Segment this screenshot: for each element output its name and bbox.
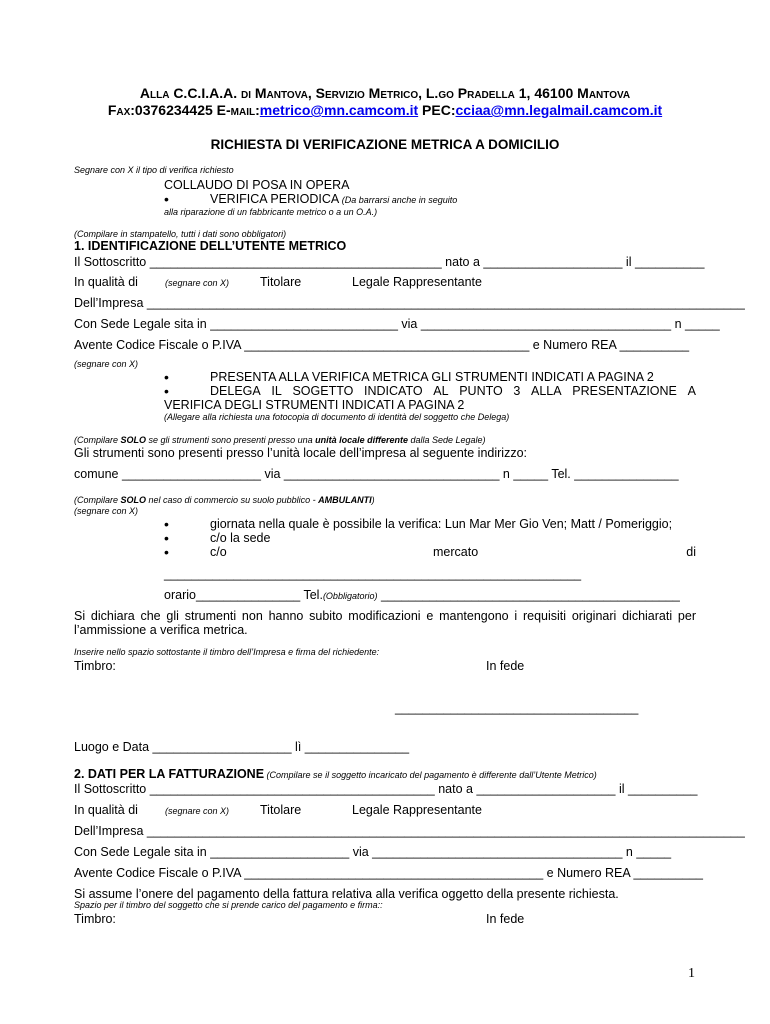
delega-w3: SOGETTO	[292, 384, 354, 398]
delega-w8: ALLA	[531, 384, 562, 398]
impresa2-field[interactable]: Dell’Impresa ______________________________________________________________________________________	[74, 824, 745, 838]
delega-option[interactable]	[210, 384, 696, 399]
firma-note: Inserire nello spazio sottostante il timbro dell’Impresa e firma del richiedente:	[74, 647, 380, 657]
in-fede2-label: In fede	[486, 912, 525, 926]
delega-w7: 3	[513, 384, 521, 398]
qualita-note: (segnare con X)	[165, 278, 230, 288]
option-periodica-note-2: alla riparazione di un fabbricante metrico o a un O.A.)	[164, 207, 378, 217]
delega-w1: • DELEGA	[210, 384, 261, 398]
delega-w4: INDICATO	[364, 384, 423, 398]
qualita2-note: (segnare con X)	[165, 806, 230, 816]
legale-option[interactable]: Legale Rappresentante	[352, 275, 482, 289]
timbro-label: Timbro:	[74, 659, 116, 673]
sede2-field[interactable]: Con Sede Legale sita in ____________________ via ____________________________________ n _____	[74, 845, 672, 859]
presenta-option[interactable]: • PRESENTA ALLA VERIFICA METRICA GLI STRUMENTI INDICATI A PAGINA 2	[210, 370, 654, 385]
header-address: Alla C.C.I.A.A. di Mantova, Servizio Metrico, L.go Pradella 1, 46100 Mantova	[139, 85, 631, 101]
option-periodica-note: (Da barrarsi anche in seguito	[339, 195, 458, 205]
sottoscritto2-field[interactable]: Il Sottoscritto _________________________________________ nato a ____________________ il __________	[74, 782, 698, 796]
sede-field[interactable]: Con Sede Legale sita in ___________________________ via ____________________________________ n _____	[74, 317, 720, 331]
page-number: 1	[688, 966, 695, 981]
ambulanti-segnare: (segnare con X)	[74, 506, 139, 516]
titolare-option[interactable]: Titolare	[260, 275, 302, 289]
luogo-data-field[interactable]: Luogo e Data ____________________ lì _______________	[74, 740, 410, 754]
codice-fiscale-field[interactable]: Avente Codice Fiscale o P.IVA _________________________________________ e Numero REA __________	[74, 338, 690, 352]
sede-option[interactable]: • c/o la sede	[210, 531, 270, 546]
qualita-label: In qualità di	[74, 275, 138, 289]
mercato-di: di	[686, 545, 696, 559]
assume-text: Si assume l’onere del pagamento della fattura relativa alla verifica oggetto della presente richiesta.	[74, 887, 619, 901]
verification-type-note: Segnare con X il tipo di verifica richiesto	[74, 165, 234, 175]
option-periodica	[210, 192, 457, 207]
spazio-note: Spazio per il timbro del soggetto che si prende carico del pagamento e firma::	[74, 900, 383, 910]
impresa-field[interactable]: Dell’Impresa ______________________________________________________________________________________	[74, 296, 745, 310]
codice-fiscale2-field[interactable]: Avente Codice Fiscale o P.IVA ___________________________________________ e Numero REA __________	[74, 866, 704, 880]
mercato-label: mercato	[433, 545, 479, 559]
delega-w9: PRESENTAZIONE	[572, 384, 677, 398]
comune-field[interactable]: comune ____________________ via _______________________________ n _____ Tel. _______________	[74, 467, 679, 481]
header-contacts	[0, 103, 770, 118]
section1-title: 1. IDENTIFICAZIONE DELL’UTENTE METRICO	[74, 239, 347, 253]
giornata-option[interactable]: • giornata nella quale è possibile la verifica: Lun Mar Mer Gio Ven; Matt / Pomeriggio;	[210, 517, 672, 532]
mercato-co: c/o	[210, 545, 227, 559]
locale-text: Gli strumenti sono presenti presso l’unità locale dell’impresa al seguente indirizzo:	[74, 446, 528, 460]
delega-w6: PUNTO	[459, 384, 503, 398]
ambulanti-note: (Compilare SOLO nel caso di commercio su suolo pubblico - AMBULANTI)	[74, 495, 375, 505]
section1-note: (Compilare in stampatello, tutti i dati sono obbligatori)	[74, 229, 287, 239]
dichiara-line1: Si dichiara che gli strumenti non hanno subito modificazioni e mantengono i requisiti originari dichiarati per	[74, 609, 696, 623]
in-fede-label: In fede	[486, 659, 525, 673]
timbro2-label: Timbro:	[74, 912, 116, 926]
section2-title: 2. DATI PER LA FATTURAZIONE (Compilare se il soggetto incaricato del pagamento è differente dall’Utente Metrico)	[74, 767, 597, 781]
delega-w5: AL	[433, 384, 449, 398]
qualita2-label: In qualità di	[74, 803, 138, 817]
sottoscritto-field[interactable]: Il Sottoscritto __________________________________________ nato a ____________________ il __________	[74, 255, 705, 269]
signature-line[interactable]: ___________________________________	[395, 701, 639, 715]
titolare2-option[interactable]: Titolare	[260, 803, 302, 817]
delega-note: (Allegare alla richiesta una fotocopia di documento di identità del soggetto che Delega)	[164, 412, 510, 422]
legale2-option[interactable]: Legale Rappresentante	[352, 803, 482, 817]
email-link[interactable]: metrico@mn.camcom.it	[259, 102, 419, 118]
fax-label: Fax:0376234425 E-mail:	[107, 102, 260, 118]
page-title: RICHIESTA DI VERIFICAZIONE METRICA A DOMICILIO	[210, 137, 560, 152]
option-collaudo: COLLAUDO DI POSA IN OPERA	[164, 178, 350, 192]
mercato-line[interactable]: ____________________________________________________________	[164, 567, 582, 581]
delega-cont: VERIFICA DEGLI STRUMENTI INDICATI A PAGINA 2	[164, 398, 465, 412]
locale-note: (Compilare SOLO se gli strumenti sono presenti presso una unità locale differente dalla Sede Legale)	[74, 435, 486, 445]
orario-field[interactable]: orario_______________ Tel.(Obbligatorio) ___________________________________________	[164, 588, 680, 602]
dichiara-line2: l’ammissione a verifica metrica.	[74, 623, 248, 637]
pec-label: PEC:	[418, 102, 456, 118]
delega-w2: IL	[271, 384, 282, 398]
option-periodica-label: VERIFICA PERIODICA	[210, 192, 340, 206]
segnare-note: (segnare con X)	[74, 359, 139, 369]
pec-link[interactable]: cciaa@mn.legalmail.camcom.it	[455, 102, 663, 118]
delega-w10: A	[687, 384, 696, 398]
